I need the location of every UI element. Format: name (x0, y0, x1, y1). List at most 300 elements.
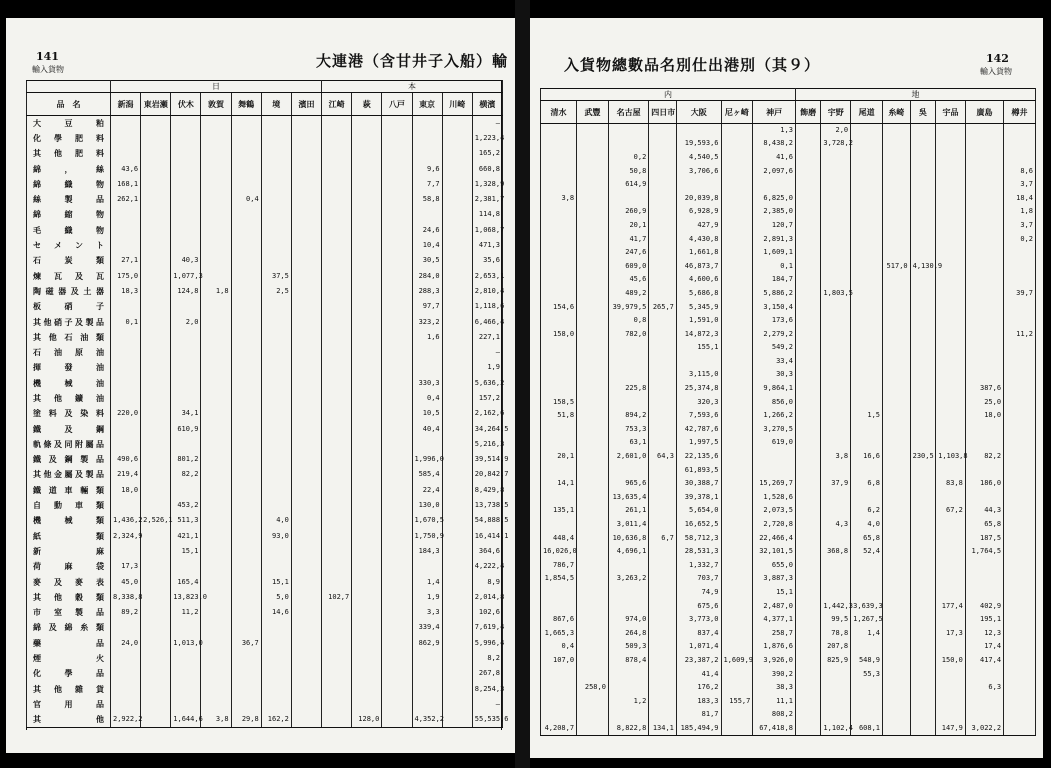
table-cell (291, 223, 321, 238)
table-cell (936, 518, 966, 532)
table-cell (171, 223, 201, 238)
table-cell (111, 360, 141, 375)
table-cell (231, 666, 261, 681)
table-cell: 3,887,3 (753, 572, 796, 586)
item-label: 其他雜貨 (27, 681, 111, 696)
table-cell (231, 238, 261, 253)
table-cell: 24,6 (412, 223, 442, 238)
table-cell: 30,5 (412, 253, 442, 268)
table-cell (442, 253, 472, 268)
table-cell (231, 284, 261, 299)
table-cell: 3,8 (201, 712, 231, 727)
table-cell (412, 360, 442, 375)
table-cell (352, 146, 382, 161)
table-cell (261, 697, 291, 712)
table-cell (322, 651, 352, 666)
table-cell (883, 164, 911, 178)
table-cell (382, 116, 412, 131)
table-cell (795, 341, 820, 355)
table-cell (883, 219, 911, 233)
table-cell: 284,0 (412, 268, 442, 283)
table-cell (910, 599, 935, 613)
table-cell (577, 246, 609, 260)
table-cell: 27,1 (111, 253, 141, 268)
table-cell (261, 330, 291, 345)
table-cell (795, 518, 820, 532)
table-cell (352, 268, 382, 283)
table-cell: 18,4 (1004, 191, 1036, 205)
table-cell (821, 681, 851, 695)
table-cell: 1,997,5 (676, 436, 721, 450)
table-cell (721, 191, 753, 205)
table-cell (322, 498, 352, 513)
table-row (541, 667, 1036, 681)
table-cell (721, 722, 753, 736)
table-cell (721, 178, 753, 192)
table-cell (541, 219, 577, 233)
table-row (541, 518, 1036, 532)
book-gutter (515, 0, 530, 768)
table-cell (1004, 423, 1036, 437)
table-cell (577, 178, 609, 192)
table-cell: 22,135,6 (676, 450, 721, 464)
table-cell (676, 124, 721, 138)
table-cell: 609,0 (608, 259, 648, 273)
table-cell: 4,0 (851, 518, 883, 532)
table-cell (141, 131, 171, 146)
table-cell (851, 164, 883, 178)
table-cell (291, 574, 321, 589)
table-cell: 549,2 (753, 341, 796, 355)
table-row (541, 531, 1036, 545)
table-cell (1004, 667, 1036, 681)
table-cell (936, 205, 966, 219)
table-cell (261, 651, 291, 666)
table-cell (936, 463, 966, 477)
table-cell (821, 273, 851, 287)
table-cell (442, 116, 472, 131)
item-label: 其他硝子及製品 (27, 314, 111, 329)
table-cell (352, 697, 382, 712)
table-cell (352, 666, 382, 681)
table-cell (721, 259, 753, 273)
table-cell (442, 345, 472, 360)
table-cell (171, 116, 201, 131)
table-cell (291, 406, 321, 421)
table-cell (261, 192, 291, 207)
table-cell (1004, 681, 1036, 695)
table-cell (201, 651, 231, 666)
table-cell (577, 518, 609, 532)
table-cell (936, 314, 966, 328)
table-cell (965, 708, 1003, 722)
table-cell (936, 300, 966, 314)
table-cell (910, 341, 935, 355)
table-cell (821, 368, 851, 382)
table-cell (141, 391, 171, 406)
table-cell (1004, 626, 1036, 640)
table-cell (231, 131, 261, 146)
table-cell (851, 232, 883, 246)
table-row (541, 232, 1036, 246)
table-cell (352, 223, 382, 238)
table-cell (936, 572, 966, 586)
table-cell (608, 395, 648, 409)
table-cell (851, 382, 883, 396)
table-cell: 2,653,1 (472, 268, 502, 283)
table-cell (1004, 341, 1036, 355)
table-cell: 147,9 (936, 722, 966, 736)
table-cell: 6,3 (965, 681, 1003, 695)
table-cell (231, 391, 261, 406)
table-cell (442, 467, 472, 482)
table-cell: 3,926,0 (753, 654, 796, 668)
table-cell (649, 694, 677, 708)
table-cell (231, 299, 261, 314)
table-cell: 3,728,2 (821, 137, 851, 151)
table-cell: 135,1 (541, 504, 577, 518)
table-cell (577, 450, 609, 464)
table-cell (910, 423, 935, 437)
table-cell (910, 694, 935, 708)
table-row (541, 654, 1036, 668)
table-cell (577, 572, 609, 586)
table-cell (442, 498, 472, 513)
table-cell (442, 238, 472, 253)
item-label: 揮發油 (27, 360, 111, 375)
table-cell (795, 382, 820, 396)
table-cell (111, 666, 141, 681)
column-header: 舞鶴 (231, 93, 261, 116)
table-row (27, 697, 503, 712)
table-cell (261, 299, 291, 314)
table-cell: 0,1 (753, 259, 796, 273)
table-cell: 247,6 (608, 246, 648, 260)
table-cell: 30,388,7 (676, 477, 721, 491)
table-cell (261, 131, 291, 146)
table-cell (910, 722, 935, 736)
table-cell (883, 586, 911, 600)
table-cell: 186,0 (965, 477, 1003, 491)
table-cell: 41,4 (676, 667, 721, 681)
table-cell (231, 253, 261, 268)
table-cell (201, 467, 231, 482)
table-cell (442, 192, 472, 207)
table-cell (795, 626, 820, 640)
table-cell (851, 219, 883, 233)
table-cell (352, 131, 382, 146)
table-cell (141, 620, 171, 635)
table-cell: 894,2 (608, 409, 648, 423)
table-cell (442, 314, 472, 329)
table-cell (649, 273, 677, 287)
table-cell (721, 477, 753, 491)
column-header: 横濱 (472, 93, 502, 116)
table-cell (442, 452, 472, 467)
table-cell: 1,4 (412, 574, 442, 589)
table-cell (352, 590, 382, 605)
table-cell (352, 391, 382, 406)
table-cell: 82,2 (965, 450, 1003, 464)
table-cell (322, 345, 352, 360)
table-cell: 61,893,5 (676, 463, 721, 477)
table-cell (382, 131, 412, 146)
table-cell: 8,438,2 (753, 137, 796, 151)
table-cell (649, 477, 677, 491)
table-cell (352, 360, 382, 375)
table-cell: 1,670,5 (412, 513, 442, 528)
table-cell (412, 681, 442, 696)
table-cell (412, 437, 442, 452)
table-cell (541, 708, 577, 722)
table-cell (795, 599, 820, 613)
table-cell (141, 146, 171, 161)
table-cell (541, 382, 577, 396)
table-row (541, 368, 1036, 382)
table-cell (171, 697, 201, 712)
table-cell (936, 559, 966, 573)
table-cell (141, 467, 171, 482)
band-row (541, 89, 1036, 101)
table-cell (231, 697, 261, 712)
table-cell: 45,0 (111, 574, 141, 589)
table-cell: 1,436,2 (111, 513, 141, 528)
table-cell (577, 640, 609, 654)
table-cell: 67,418,8 (753, 722, 796, 736)
table-cell (541, 287, 577, 301)
table-cell: 364,6 (472, 544, 502, 559)
table-cell (382, 483, 412, 498)
table-cell (1004, 273, 1036, 287)
table-cell: 1,068,7 (472, 223, 502, 238)
table-cell (883, 205, 911, 219)
page-subtitle-right: 輸入貨物 (980, 67, 1012, 76)
table-cell: 9,6 (412, 161, 442, 176)
table-cell (201, 544, 231, 559)
table-cell (936, 708, 966, 722)
table-cell: 41,7 (608, 232, 648, 246)
table-cell (936, 545, 966, 559)
table-cell: 24,0 (111, 636, 141, 651)
table-cell (111, 207, 141, 222)
table-cell (883, 191, 911, 205)
table-cell: 22,466,4 (753, 531, 796, 545)
column-header: 萩 (352, 93, 382, 116)
table-cell: 177,4 (936, 599, 966, 613)
table-cell (352, 498, 382, 513)
table-row (541, 259, 1036, 273)
table-cell (1004, 409, 1036, 423)
table-cell (936, 327, 966, 341)
table-cell (111, 651, 141, 666)
table-cell (201, 268, 231, 283)
table-cell (111, 238, 141, 253)
table-cell: 40,3 (171, 253, 201, 268)
table-cell (965, 368, 1003, 382)
table-cell: 25,374,8 (676, 382, 721, 396)
column-header: 敦賀 (201, 93, 231, 116)
table-cell (171, 207, 201, 222)
table-cell (883, 327, 911, 341)
table-cell (851, 586, 883, 600)
table-cell: 856,0 (753, 395, 796, 409)
table-cell (795, 246, 820, 260)
table-cell (261, 544, 291, 559)
table-cell (201, 636, 231, 651)
table-cell (201, 421, 231, 436)
table-cell (851, 137, 883, 151)
band-blank (27, 81, 111, 93)
table-cell (608, 341, 648, 355)
table-cell (382, 574, 412, 589)
table-cell (541, 341, 577, 355)
table-cell (910, 436, 935, 450)
table-cell (851, 300, 883, 314)
table-cell (231, 681, 261, 696)
item-label: 綿縮物 (27, 207, 111, 222)
table-cell: 2,0 (171, 314, 201, 329)
table-cell (883, 559, 911, 573)
table-cell (541, 491, 577, 505)
table-cell: 0,8 (608, 314, 648, 328)
table-cell (883, 654, 911, 668)
table-cell (141, 223, 171, 238)
table-cell (577, 654, 609, 668)
table-cell: 1,4 (851, 626, 883, 640)
table-cell: 2,097,6 (753, 164, 796, 178)
table-cell (883, 124, 911, 138)
table-cell (795, 722, 820, 736)
table-cell (936, 409, 966, 423)
table-cell (322, 483, 352, 498)
table-cell (883, 667, 911, 681)
table-cell: 786,7 (541, 559, 577, 573)
table-cell (883, 436, 911, 450)
table-cell (291, 391, 321, 406)
table-cell (1004, 382, 1036, 396)
table-cell: 157,2 (472, 391, 502, 406)
table-cell (412, 559, 442, 574)
table-cell (577, 355, 609, 369)
table-cell (910, 518, 935, 532)
table-cell: 39,378,1 (676, 491, 721, 505)
table-cell (141, 284, 171, 299)
table-cell (910, 300, 935, 314)
table-cell: 120,7 (753, 219, 796, 233)
item-label: 官用品 (27, 697, 111, 712)
item-label: 鐵及鋼 (27, 421, 111, 436)
table-cell (291, 437, 321, 452)
table-cell (231, 574, 261, 589)
table-row (27, 513, 503, 528)
table-cell (442, 131, 472, 146)
table-cell (649, 518, 677, 532)
column-header: 宇品 (936, 101, 966, 124)
table-cell (141, 314, 171, 329)
table-row (27, 253, 503, 268)
table-cell: 97,7 (412, 299, 442, 314)
table-cell: 225,8 (608, 382, 648, 396)
table-cell (608, 368, 648, 382)
table-cell (322, 299, 352, 314)
table-cell (910, 314, 935, 328)
table-cell: 187,5 (965, 531, 1003, 545)
item-label: 其他肥料 (27, 146, 111, 161)
table-cell: 1,876,6 (753, 640, 796, 654)
table-cell (965, 151, 1003, 165)
table-cell (795, 681, 820, 695)
table-cell (382, 666, 412, 681)
table-cell (442, 406, 472, 421)
table-cell: 99,5 (821, 613, 851, 627)
table-cell: 15,1 (261, 574, 291, 589)
table-cell (608, 559, 648, 573)
table-cell: 42,787,6 (676, 423, 721, 437)
table-cell: 4,222,4 (472, 559, 502, 574)
table-cell (141, 636, 171, 651)
table-cell (795, 423, 820, 437)
column-header: 濱田 (291, 93, 321, 116)
table-cell (883, 232, 911, 246)
table-cell (322, 467, 352, 482)
table-cell (608, 463, 648, 477)
table-cell (721, 504, 753, 518)
table-cell (721, 463, 753, 477)
table-cell (322, 513, 352, 528)
table-cell: 2,810,4 (472, 284, 502, 299)
table-cell (721, 355, 753, 369)
item-label: 石油原油 (27, 345, 111, 360)
table-cell (352, 345, 382, 360)
table-cell (382, 345, 412, 360)
table-cell (322, 681, 352, 696)
table-cell: 23,387,2 (676, 654, 721, 668)
table-cell (910, 287, 935, 301)
table-cell (910, 504, 935, 518)
table-cell (851, 436, 883, 450)
table-cell (649, 314, 677, 328)
table-cell (442, 177, 472, 192)
table-cell (910, 205, 935, 219)
table-cell (936, 246, 966, 260)
table-row (27, 284, 503, 299)
table-cell (291, 345, 321, 360)
table-row (541, 273, 1036, 287)
table-cell: 825,9 (821, 654, 851, 668)
table-cell (352, 605, 382, 620)
table-cell (577, 613, 609, 627)
table-cell: 1,077,3 (171, 268, 201, 283)
table-cell (936, 395, 966, 409)
table-cell (261, 253, 291, 268)
table-cell: 2,922,2 (111, 712, 141, 727)
table-cell: 6,928,9 (676, 205, 721, 219)
table-cell (322, 116, 352, 131)
table-cell (382, 712, 412, 727)
header-row (27, 93, 503, 116)
table-cell (821, 178, 851, 192)
table-cell (111, 620, 141, 635)
table-cell (442, 605, 472, 620)
table-cell: 168,1 (111, 177, 141, 192)
table-cell (291, 513, 321, 528)
table-cell: 2,5 (261, 284, 291, 299)
column-header: 糸崎 (883, 101, 911, 124)
table-cell (1004, 599, 1036, 613)
table-cell (201, 559, 231, 574)
table-cell (883, 395, 911, 409)
table-cell (721, 341, 753, 355)
